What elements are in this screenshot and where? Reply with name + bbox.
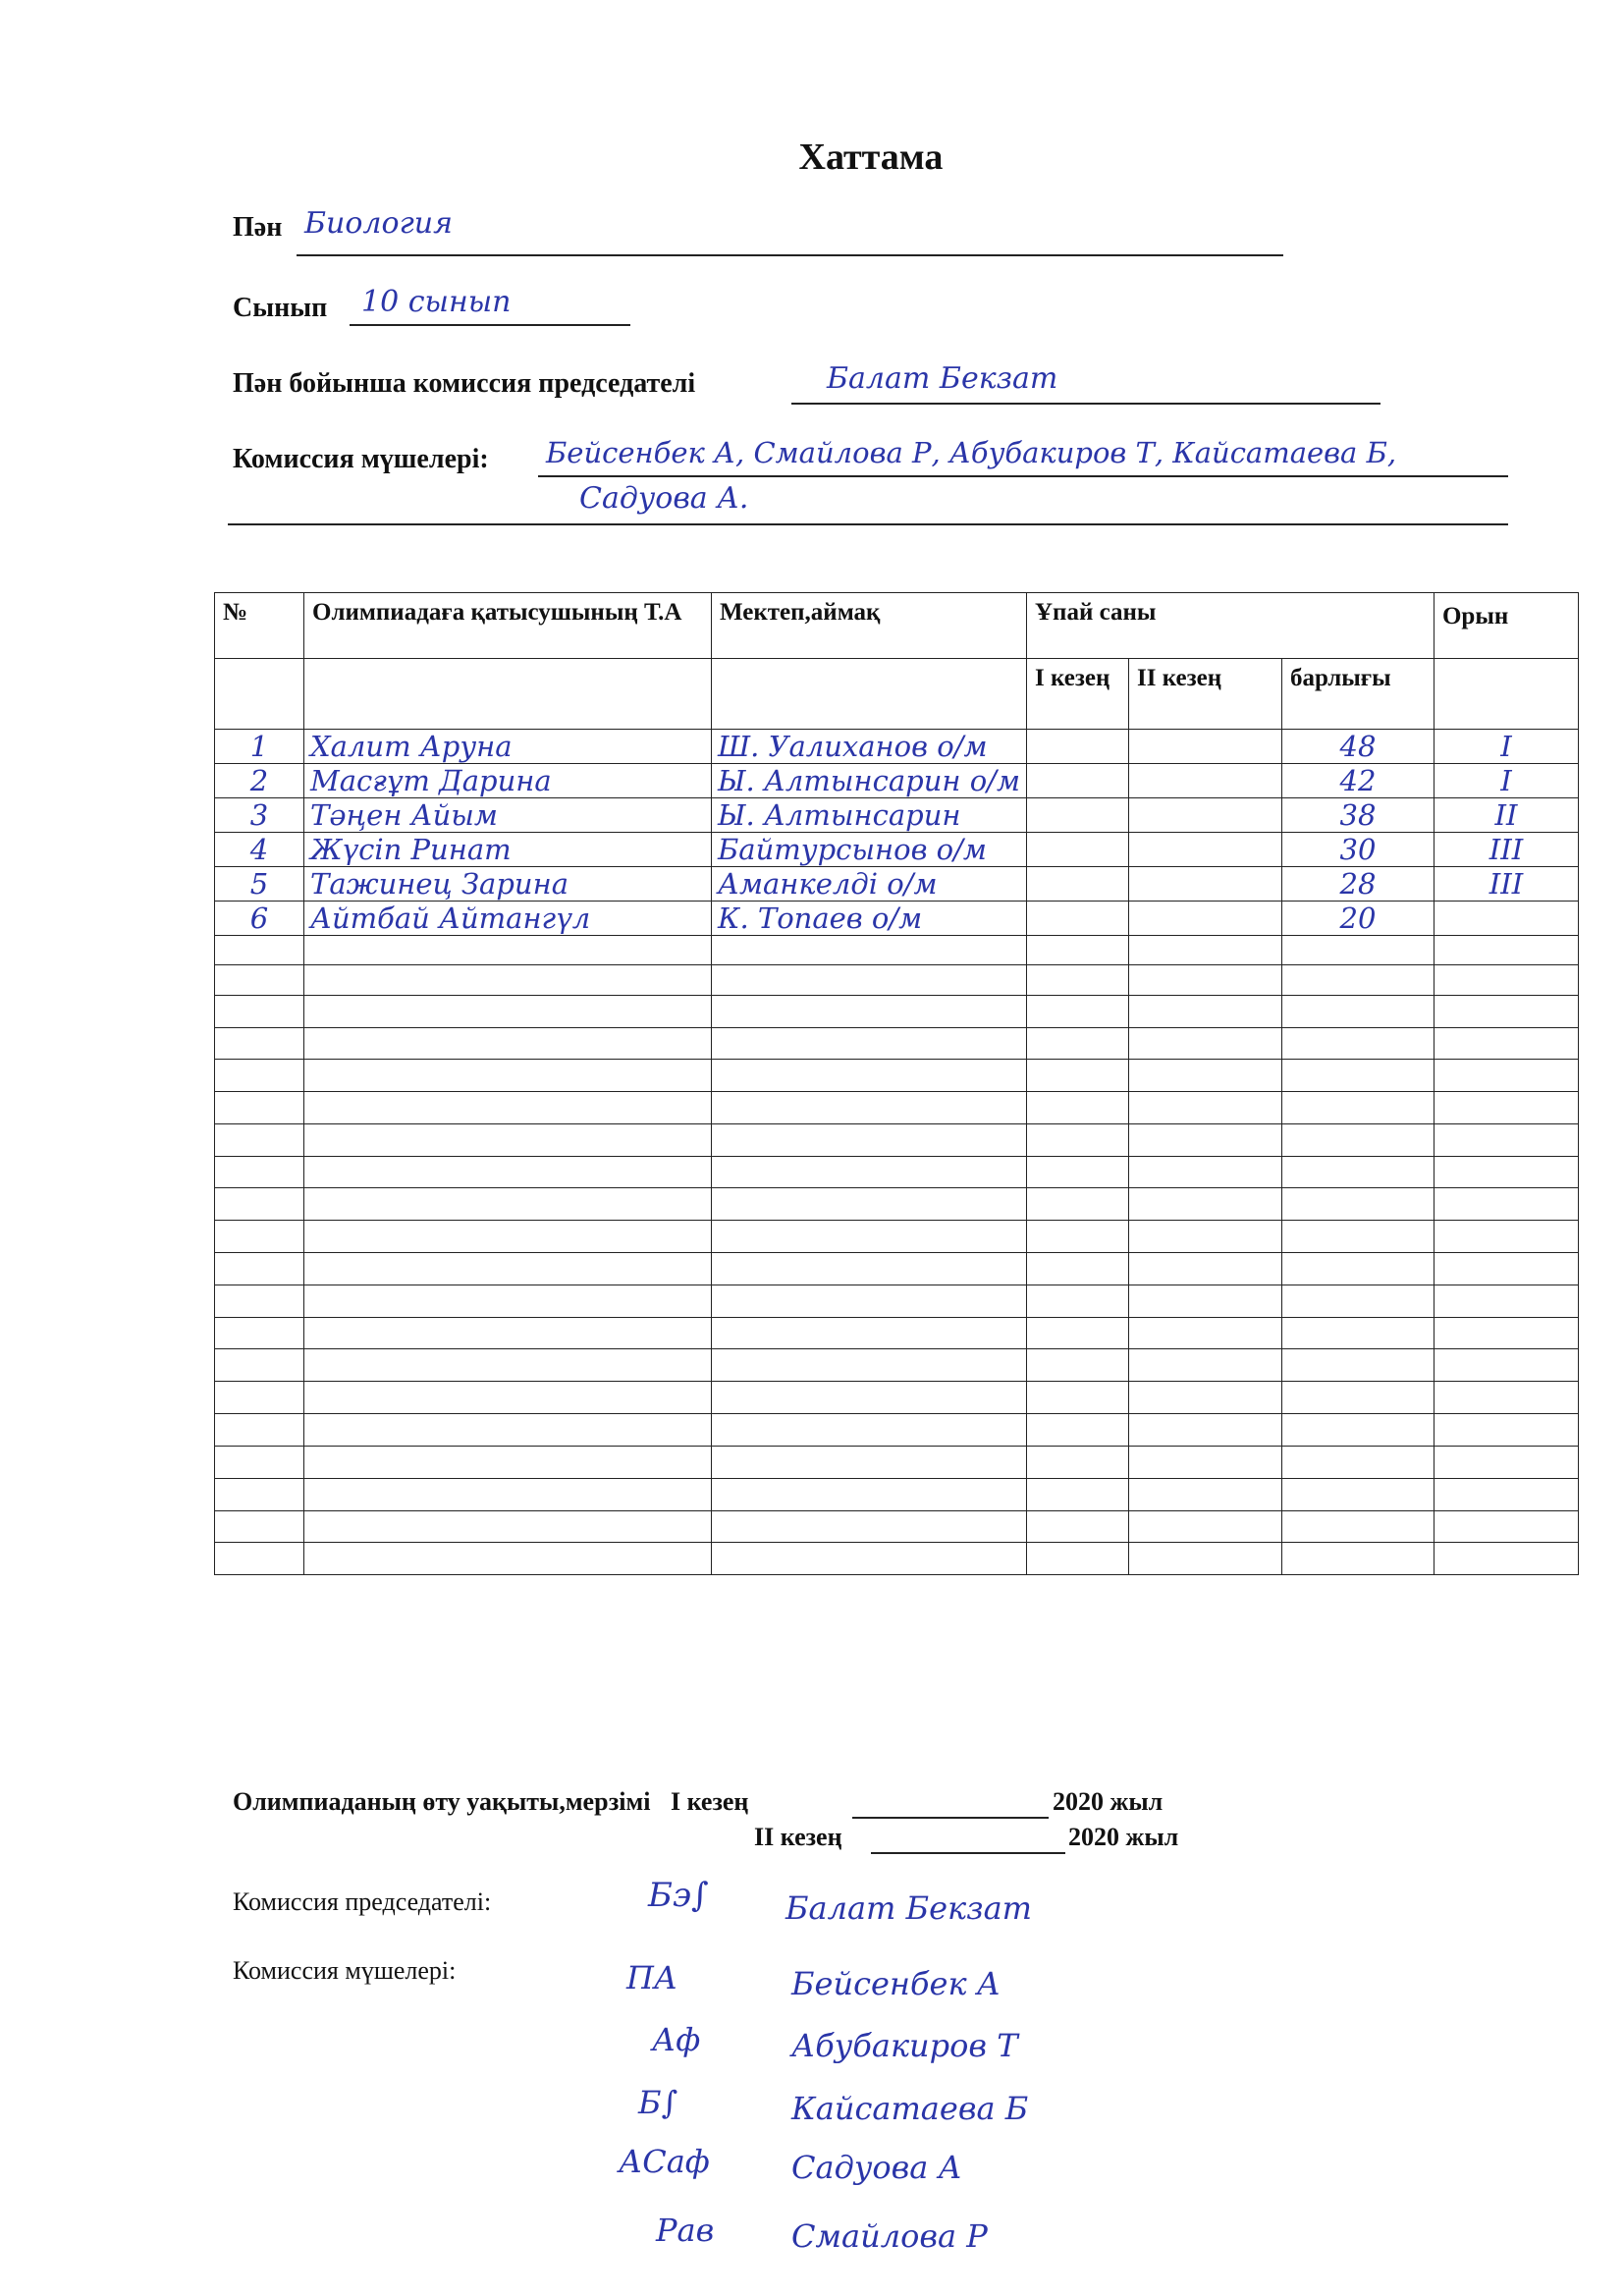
stage1-year: 2020 жыл xyxy=(1053,1787,1164,1816)
subject-value: Биология xyxy=(304,206,453,241)
participant-name: Масғұт Дарина xyxy=(304,764,712,798)
school-name: Аманкелді о/м xyxy=(712,867,1027,902)
total-score: 30 xyxy=(1281,833,1434,867)
table-row xyxy=(215,1382,1579,1414)
members-line-1 xyxy=(538,475,1508,477)
stage1-score xyxy=(1026,902,1128,936)
grade-label: Сынып xyxy=(233,293,328,323)
table-row xyxy=(215,1157,1579,1188)
member-signature-mark: АСаф xyxy=(619,2143,710,2180)
stage1-score xyxy=(1026,798,1128,833)
stage1-date-line xyxy=(852,1817,1049,1819)
table-row xyxy=(215,833,1579,867)
school-name: Ы. Алтынсарин xyxy=(712,798,1027,833)
col-num-header: № xyxy=(215,593,304,659)
table-row xyxy=(215,1349,1579,1382)
row-num: 2 xyxy=(215,764,304,798)
grade-line xyxy=(350,324,630,326)
stage2-score xyxy=(1128,833,1281,867)
table-row xyxy=(215,1028,1579,1060)
total-score: 48 xyxy=(1281,730,1434,764)
col-stage2-header: II кезең xyxy=(1128,659,1281,730)
total-score: 20 xyxy=(1281,902,1434,936)
member-signature-name: Смайлова Р xyxy=(791,2217,988,2255)
school-name: Байтурсынов о/м xyxy=(712,833,1027,867)
table-row xyxy=(215,730,1579,764)
chair-signature-name: Балат Бекзат xyxy=(785,1889,1032,1927)
members-value-line2: Садуова А. xyxy=(579,481,749,516)
chairman-label: Пән бойынша комиссия председателі xyxy=(233,368,696,399)
members-line-2 xyxy=(228,523,1508,525)
stage2-score xyxy=(1128,902,1281,936)
table-row xyxy=(215,1511,1579,1543)
table-row xyxy=(215,965,1579,996)
participant-name: Айтбай Айтангүл xyxy=(304,902,712,936)
col-total-header: барлығы xyxy=(1281,659,1434,730)
school-name: Ы. Алтынсарин о/м xyxy=(712,764,1027,798)
place: I xyxy=(1434,764,1578,798)
table-row xyxy=(215,1285,1579,1318)
grade-value: 10 сынып xyxy=(361,285,512,319)
stage1-score xyxy=(1026,764,1128,798)
school-name: К. Топаев о/м xyxy=(712,902,1027,936)
row-num: 5 xyxy=(215,867,304,902)
chairman-line xyxy=(791,403,1380,405)
col-stage1-header: I кезең xyxy=(1026,659,1128,730)
table-row xyxy=(215,798,1579,833)
members-value-line1: Бейсенбек А, Смайлова Р, Абубакиров Т, Кайсатаева Б, xyxy=(546,436,1397,469)
results-body xyxy=(215,730,1579,1575)
member-signature-mark: Б∫ xyxy=(638,2084,678,2121)
table-row xyxy=(215,1124,1579,1157)
table-row xyxy=(215,936,1579,965)
stage1-score xyxy=(1026,730,1128,764)
col-points-header: Ұпай саны xyxy=(1026,593,1434,659)
col-participant-header: Олимпиадаға қатысушының Т.А xyxy=(304,593,712,659)
subject-line xyxy=(297,254,1283,256)
stage1-label: I кезең xyxy=(670,1787,749,1816)
time-label-text: Олимпиаданың өту уақыты,мерзімі xyxy=(233,1787,651,1816)
stage2-label: II кезең xyxy=(754,1823,842,1851)
place: III xyxy=(1434,867,1578,902)
place: I xyxy=(1434,730,1578,764)
table-row xyxy=(215,1543,1579,1575)
place xyxy=(1434,902,1578,936)
stage2-date-line xyxy=(871,1852,1065,1854)
participant-name: Тажинец Зарина xyxy=(304,867,712,902)
col-place-header: Орын xyxy=(1434,593,1578,659)
results-table xyxy=(214,592,1579,1575)
row-num: 1 xyxy=(215,730,304,764)
participant-name: Тәңен Айым xyxy=(304,798,712,833)
participant-name: Халит Аруна xyxy=(304,730,712,764)
members-signature-label: Комиссия мүшелері: xyxy=(233,1956,457,1985)
stage2-score xyxy=(1128,764,1281,798)
header-row-1 xyxy=(215,593,1579,659)
col-school-header: Мектеп,аймақ xyxy=(712,593,1027,659)
member-signature-name: Абубакиров Т xyxy=(791,2027,1018,2064)
row-num: 6 xyxy=(215,902,304,936)
table-row xyxy=(215,867,1579,902)
place: II xyxy=(1434,798,1578,833)
member-signature-name: Кайсатаева Б xyxy=(791,2090,1029,2127)
stage1-score xyxy=(1026,867,1128,902)
table-row xyxy=(215,1414,1579,1447)
member-signature-name: Бейсенбек А xyxy=(791,1965,1001,2002)
table-row xyxy=(215,764,1579,798)
stage2-score xyxy=(1128,730,1281,764)
stage2-score xyxy=(1128,867,1281,902)
total-score: 38 xyxy=(1281,798,1434,833)
table-row xyxy=(215,1318,1579,1349)
total-score: 42 xyxy=(1281,764,1434,798)
stage1-score xyxy=(1026,833,1128,867)
table-row xyxy=(215,996,1579,1028)
members-label: Комиссия мүшелері: xyxy=(233,444,489,474)
member-signature-mark: Аф xyxy=(652,2021,701,2058)
table-row xyxy=(215,1221,1579,1253)
table-row xyxy=(215,1188,1579,1221)
chairman-value: Балат Бекзат xyxy=(827,361,1058,396)
table-row xyxy=(215,1253,1579,1285)
place: III xyxy=(1434,833,1578,867)
table-row xyxy=(215,1447,1579,1479)
table-row xyxy=(215,1060,1579,1092)
participant-name: Жүсіп Ринат xyxy=(304,833,712,867)
member-signature-name: Садуова А xyxy=(791,2149,962,2186)
stage2-score xyxy=(1128,798,1281,833)
time-label xyxy=(233,1787,748,1817)
table-row xyxy=(215,1479,1579,1511)
subject-label: Пән xyxy=(233,212,283,243)
row-num: 3 xyxy=(215,798,304,833)
chair-signature-label: Комиссия председателі: xyxy=(233,1887,492,1916)
row-num: 4 xyxy=(215,833,304,867)
total-score: 28 xyxy=(1281,867,1434,902)
member-signature-mark: Рав xyxy=(656,2212,715,2249)
member-signature-mark: ПА xyxy=(626,1959,678,1996)
header-row-2 xyxy=(215,659,1579,730)
chair-signature-mark: Бэ∫ xyxy=(648,1876,709,1915)
stage2-year: 2020 жыл xyxy=(1068,1823,1179,1851)
school-name: Ш. Уалиханов о/м xyxy=(712,730,1027,764)
document-title: Хаттама xyxy=(798,137,944,178)
table-row xyxy=(215,1092,1579,1124)
table-row xyxy=(215,902,1579,936)
